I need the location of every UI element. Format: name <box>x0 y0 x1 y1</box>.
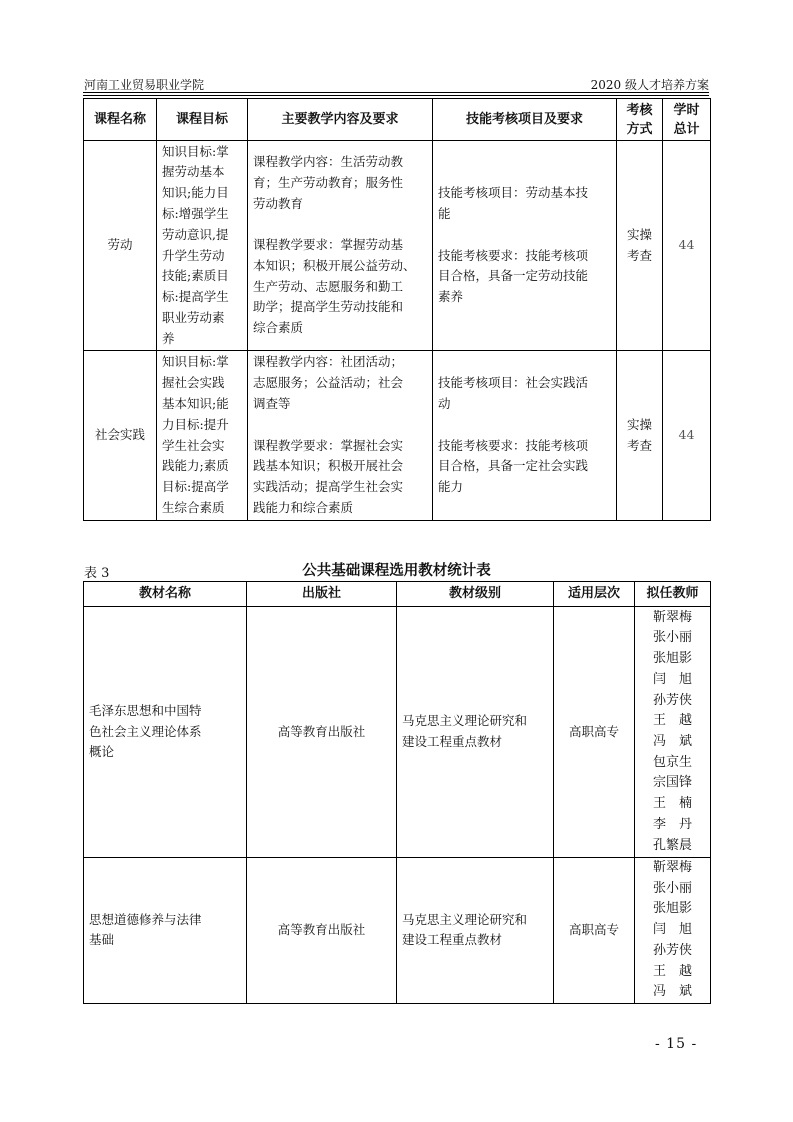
assessment-method: 实操 考查 <box>617 351 663 521</box>
textbook-name: 毛泽东思想和中国特 色社会主义理论体系 概论 <box>84 607 247 858</box>
table-row <box>84 858 711 1004</box>
header-divider <box>83 92 709 93</box>
total-hours: 44 <box>663 351 711 521</box>
skill-assessment: 技能考核项目：劳动基本技 能 技能考核要求：技能考核项 目合格，具备一定劳动技能 素养 <box>433 141 617 351</box>
course-content: 课程教学内容：生活劳动教 育；生产劳动教育；服务性 劳动教育 课程教学要求：掌握劳动基 本知识；积极开展公益劳动、 生产劳动、志愿服务和勤工 助学；提高学生劳动技能和 综合素质 <box>248 141 433 351</box>
table-title: 公共基础课程选用教材统计表 <box>302 563 491 579</box>
column-header: 学时 总计 <box>663 99 711 141</box>
course-name: 社会实践 <box>84 351 157 521</box>
table-header-row <box>84 99 711 141</box>
applicable-tier: 高职高专 <box>554 858 635 1004</box>
page-number: - 15 - <box>655 1036 698 1052</box>
column-header: 技能考核项目及要求 <box>433 99 617 141</box>
course-table <box>83 98 711 521</box>
column-header: 课程名称 <box>84 99 157 141</box>
table-header-row <box>84 582 711 607</box>
table-row <box>84 607 711 858</box>
skill-assessment: 技能考核项目：社会实践活 动 技能考核要求：技能考核项 目合格，具备一定社会实践 能力 <box>433 351 617 521</box>
column-header: 主要教学内容及要求 <box>248 99 433 141</box>
teachers: 靳翠梅 张小丽 张旭影 闫 旭 孙芳侠 王 越 冯 斌 包京生 宗国锋 王 楠 李 丹 孔繁晨 <box>635 607 711 858</box>
textbook-level: 马克思主义理论研究和 建设工程重点教材 <box>397 607 554 858</box>
header-divider <box>83 95 709 96</box>
assessment-method: 实操 考查 <box>617 141 663 351</box>
textbook-name: 思想道德修养与法律 基础 <box>84 858 247 1004</box>
publisher: 高等教育出版社 <box>247 858 397 1004</box>
column-header: 课程目标 <box>157 99 248 141</box>
header-plan-title: 2020 级人才培养方案 <box>590 78 709 92</box>
table-label: 表 3 <box>84 566 110 581</box>
total-hours: 44 <box>663 141 711 351</box>
column-header: 适用层次 <box>554 582 635 607</box>
column-header: 考核 方式 <box>617 99 663 141</box>
column-header: 教材名称 <box>84 582 247 607</box>
column-header: 出版社 <box>247 582 397 607</box>
header-institution: 河南工业贸易职业学院 <box>84 78 205 92</box>
table-row <box>84 141 711 351</box>
publisher: 高等教育出版社 <box>247 607 397 858</box>
course-content: 课程教学内容：社团活动； 志愿服务；公益活动；社会 调查等 课程教学要求：掌握社会实 践基本知识；积极开展社会 实践活动；提高学生社会实 践能力和综合素质 <box>248 351 433 521</box>
column-header: 教材级别 <box>397 582 554 607</box>
column-header: 拟任教师 <box>635 582 711 607</box>
textbook-table <box>83 581 711 1004</box>
course-goal: 知识目标:掌 握社会实践 基本知识;能 力目标:提升 学生社会实 践能力;素质 目标:提高学 生综合素质 <box>157 351 248 521</box>
table-row <box>84 351 711 521</box>
course-goal: 知识目标:掌 握劳动基本 知识;能力目 标:增强学生 劳动意识,提 升学生劳动 技能;素质目 标:提高学生 职业劳动素 养 <box>157 141 248 351</box>
teachers: 靳翠梅 张小丽 张旭影 闫 旭 孙芳侠 王 越 冯 斌 <box>635 858 711 1004</box>
applicable-tier: 高职高专 <box>554 607 635 858</box>
course-name: 劳动 <box>84 141 157 351</box>
textbook-level: 马克思主义理论研究和 建设工程重点教材 <box>397 858 554 1004</box>
